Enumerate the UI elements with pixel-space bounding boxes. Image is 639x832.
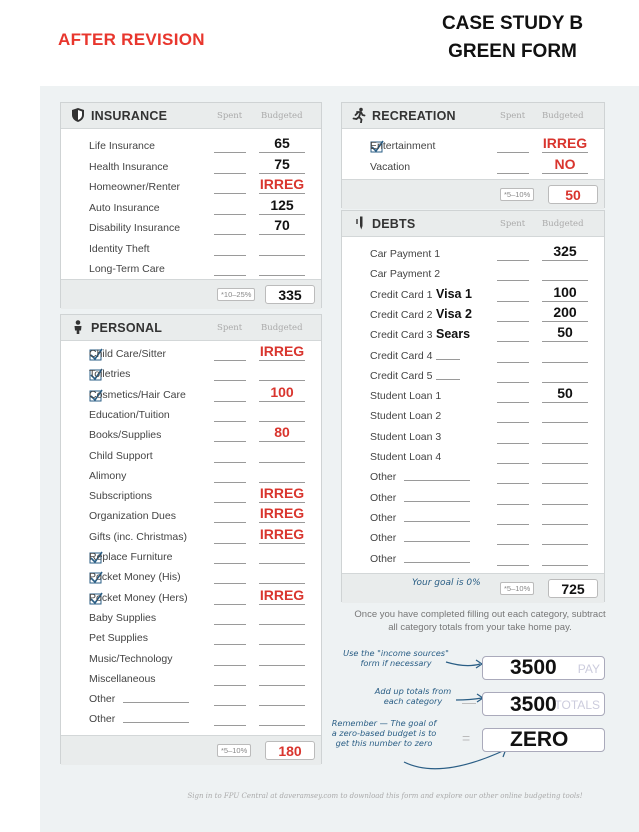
personal-item-label: Pet Supplies bbox=[89, 632, 148, 645]
personal-spent-field[interactable] bbox=[214, 360, 246, 361]
debts-spent-field[interactable] bbox=[497, 443, 529, 444]
personal-budgeted-value: IRREG bbox=[259, 586, 305, 603]
debts-budgeted-value: 50 bbox=[557, 324, 573, 341]
debts-spent-field[interactable] bbox=[497, 504, 529, 505]
personal-row bbox=[61, 345, 321, 365]
debts-budgeted-field[interactable] bbox=[542, 341, 588, 342]
debts-budgeted-field[interactable] bbox=[542, 504, 588, 505]
debts-total: 725 bbox=[561, 581, 585, 597]
debts-spent-field[interactable] bbox=[497, 260, 529, 261]
insurance-percent-guideline: *10–25% bbox=[217, 288, 255, 301]
spent-column-header: Spent bbox=[217, 323, 243, 333]
debts-item-label: Credit Card 5 bbox=[370, 369, 433, 382]
personal-total-band bbox=[61, 735, 321, 765]
insurance-item-label: Long-Term Care bbox=[89, 263, 165, 275]
insurance-item-label: Identity Theft bbox=[89, 242, 150, 255]
personal-spent-field[interactable] bbox=[214, 380, 246, 381]
insurance-budgeted-field[interactable] bbox=[259, 234, 305, 235]
personal-budgeted-field[interactable] bbox=[259, 522, 305, 523]
debts-handwritten-note: Visa 2 bbox=[436, 306, 472, 321]
debts-row bbox=[342, 347, 604, 367]
equals-sign: = bbox=[462, 730, 471, 746]
recreation-percent-guideline: *5–10% bbox=[500, 188, 534, 201]
personal-row bbox=[61, 365, 321, 385]
personal-budgeted-field[interactable] bbox=[259, 563, 305, 564]
debts-item-label: Student Loan 1 bbox=[370, 390, 442, 403]
debts-budgeted-field[interactable] bbox=[542, 280, 588, 281]
insurance-spent-field[interactable] bbox=[214, 152, 246, 153]
insurance-spent-field[interactable] bbox=[214, 193, 246, 194]
recreation-header bbox=[342, 103, 604, 129]
personal-spent-field[interactable] bbox=[214, 624, 246, 625]
insurance-row bbox=[61, 196, 321, 219]
debts-item-label: Credit Card 3 bbox=[370, 329, 433, 342]
debts-budgeted-field[interactable] bbox=[542, 260, 588, 261]
zero-based-note: Remember — The goal of a zero-based budget is to get this number to zero bbox=[331, 718, 437, 748]
insurance-spent-field[interactable] bbox=[214, 255, 246, 256]
personal-item-label: Music/Technology bbox=[89, 652, 173, 665]
personal-budgeted-field[interactable] bbox=[259, 685, 305, 686]
debts-spent-field[interactable] bbox=[497, 301, 529, 302]
personal-budgeted-field[interactable] bbox=[259, 624, 305, 625]
personal-spent-field[interactable] bbox=[214, 604, 246, 605]
insurance-budgeted-field[interactable] bbox=[259, 193, 305, 194]
debts-budgeted-field[interactable] bbox=[542, 443, 588, 444]
insurance-budgeted-field[interactable] bbox=[259, 255, 305, 256]
personal-item-label: Cosmetics/Hair Care bbox=[89, 388, 186, 401]
debts-budgeted-value: 325 bbox=[553, 243, 577, 259]
remaining-value: ZERO bbox=[510, 728, 569, 751]
minus-sign: — bbox=[462, 694, 476, 710]
debts-blank-line[interactable] bbox=[404, 512, 470, 522]
recreation-total-band bbox=[342, 179, 604, 209]
insurance-spent-field[interactable] bbox=[214, 275, 246, 276]
insurance-budgeted-field[interactable] bbox=[259, 173, 305, 174]
person-icon bbox=[70, 319, 86, 335]
insurance-row bbox=[61, 240, 321, 260]
debts-header bbox=[342, 211, 604, 237]
personal-row bbox=[61, 650, 321, 670]
personal-row bbox=[61, 609, 321, 629]
recreation-budgeted-field[interactable] bbox=[542, 152, 588, 153]
recreation-budgeted-value: NO bbox=[554, 155, 576, 172]
personal-row bbox=[61, 690, 321, 710]
debts-budgeted-field[interactable] bbox=[542, 422, 588, 423]
personal-item-label: Organization Dues bbox=[89, 510, 176, 523]
insurance-budgeted-field[interactable] bbox=[259, 275, 305, 276]
spent-column-header: Spent bbox=[217, 111, 243, 121]
insurance-row bbox=[61, 219, 321, 239]
debts-spent-field[interactable] bbox=[497, 463, 529, 464]
debts-row bbox=[342, 367, 604, 387]
insurance-budgeted-field[interactable] bbox=[259, 152, 305, 153]
debts-spent-field[interactable] bbox=[497, 321, 529, 322]
insurance-row bbox=[61, 155, 321, 178]
personal-row bbox=[61, 507, 321, 527]
budgeted-column-header: Budgeted bbox=[261, 111, 303, 121]
spent-column-header: Spent bbox=[500, 111, 526, 121]
debts-item-label: Credit Card 2 bbox=[370, 308, 433, 321]
personal-budgeted-field[interactable] bbox=[259, 705, 305, 706]
personal-spent-field[interactable] bbox=[214, 421, 246, 422]
debts-item-label: Car Payment 2 bbox=[370, 268, 441, 281]
debts-row bbox=[342, 489, 604, 509]
debts-budgeted-field[interactable] bbox=[542, 565, 588, 566]
personal-row bbox=[61, 447, 321, 467]
personal-item-label: Other bbox=[89, 693, 116, 706]
personal-budgeted-field[interactable] bbox=[259, 380, 305, 381]
personal-header bbox=[61, 315, 321, 341]
recreation-spent-field[interactable] bbox=[497, 173, 529, 174]
personal-item-label: Alimony bbox=[89, 469, 127, 482]
personal-row bbox=[61, 568, 321, 588]
personal-budgeted-field[interactable] bbox=[259, 583, 305, 584]
debts-percent-guideline: *5–10% bbox=[500, 582, 534, 595]
personal-spent-field[interactable] bbox=[214, 543, 246, 544]
personal-budgeted-field[interactable] bbox=[259, 401, 305, 402]
personal-budgeted-field[interactable] bbox=[259, 665, 305, 666]
insurance-total: 335 bbox=[278, 287, 302, 303]
debts-budgeted-field[interactable] bbox=[542, 321, 588, 322]
personal-spent-field[interactable] bbox=[214, 563, 246, 564]
insurance-row bbox=[61, 178, 321, 198]
debts-spent-field[interactable] bbox=[497, 483, 529, 484]
personal-total: 180 bbox=[278, 743, 302, 759]
personal-blank-line[interactable] bbox=[123, 693, 189, 703]
personal-panel bbox=[60, 314, 322, 764]
insurance-spent-field[interactable] bbox=[214, 173, 246, 174]
personal-item-label: Miscellaneous bbox=[89, 672, 156, 685]
debts-row bbox=[342, 387, 604, 407]
budgeted-column-header: Budgeted bbox=[542, 111, 584, 121]
take-home-pay-value: 3500 bbox=[510, 656, 557, 679]
debts-blank-line[interactable] bbox=[404, 532, 470, 542]
debts-row bbox=[342, 283, 604, 306]
runner-icon bbox=[351, 107, 367, 123]
debts-spent-field[interactable] bbox=[497, 422, 529, 423]
recreation-spent-field[interactable] bbox=[497, 152, 529, 153]
debts-budgeted-value: 200 bbox=[553, 303, 577, 320]
personal-row bbox=[61, 487, 321, 507]
personal-spent-field[interactable] bbox=[214, 502, 246, 503]
personal-budgeted-value: IRREG bbox=[259, 485, 305, 502]
personal-row bbox=[61, 525, 321, 548]
debts-item-label: Other bbox=[370, 471, 397, 484]
insurance-total-band bbox=[61, 279, 321, 309]
personal-spent-field[interactable] bbox=[214, 401, 246, 402]
recreation-budgeted-value: IRREG bbox=[542, 135, 588, 151]
personal-row bbox=[61, 383, 321, 406]
personal-spent-field[interactable] bbox=[214, 644, 246, 645]
recreation-row bbox=[342, 155, 604, 178]
debts-blank-line[interactable] bbox=[404, 492, 470, 502]
personal-budgeted-field[interactable] bbox=[259, 462, 305, 463]
debts-goal-note: Your goal is 0% bbox=[412, 578, 481, 588]
personal-item-label: Subscriptions bbox=[89, 490, 153, 503]
insurance-spent-field[interactable] bbox=[214, 234, 246, 235]
personal-spent-field[interactable] bbox=[214, 725, 246, 726]
debts-item-label: Credit Card 4 bbox=[370, 349, 433, 362]
debts-item-label: Other bbox=[370, 511, 397, 524]
insurance-header bbox=[61, 103, 321, 129]
personal-percent-guideline: *5–10% bbox=[217, 744, 251, 757]
recreation-title: RECREATION bbox=[372, 109, 456, 123]
insurance-budgeted-value: 125 bbox=[270, 196, 294, 213]
personal-spent-field[interactable] bbox=[214, 482, 246, 483]
debts-budgeted-field[interactable] bbox=[542, 463, 588, 464]
insurance-item-label: Health Insurance bbox=[89, 160, 169, 173]
income-sources-note: Use the "income sources" form if necessary bbox=[343, 648, 449, 668]
debts-budgeted-field[interactable] bbox=[542, 382, 588, 383]
debts-row bbox=[342, 303, 604, 326]
personal-item-label: Baby Supplies bbox=[89, 611, 157, 624]
recreation-panel bbox=[341, 102, 605, 208]
personal-item-label: Pocket Money (His) bbox=[89, 571, 181, 584]
debts-item-label: Student Loan 3 bbox=[370, 430, 442, 443]
summary-instruction: Once you have completed filling out each category, subtract all category totals from your take home pay. bbox=[354, 609, 606, 633]
personal-budgeted-field[interactable] bbox=[259, 725, 305, 726]
debts-title: DEBTS bbox=[372, 217, 416, 231]
personal-row bbox=[61, 710, 321, 730]
personal-budgeted-value: IRREG bbox=[259, 505, 305, 522]
debts-item-label: Other bbox=[370, 532, 397, 545]
insurance-item-label: Disability Insurance bbox=[89, 222, 181, 234]
debts-blank-line[interactable] bbox=[436, 350, 460, 360]
debts-row bbox=[342, 326, 604, 346]
debts-panel bbox=[341, 210, 605, 602]
debts-row bbox=[342, 529, 604, 549]
spent-column-header: Spent bbox=[500, 219, 526, 229]
debts-row bbox=[342, 550, 604, 570]
insurance-item-label: Auto Insurance bbox=[89, 201, 160, 214]
debts-spent-field[interactable] bbox=[497, 382, 529, 383]
insurance-budgeted-value: 75 bbox=[274, 155, 290, 172]
personal-budgeted-field[interactable] bbox=[259, 502, 305, 503]
debts-spent-field[interactable] bbox=[497, 565, 529, 566]
debts-budgeted-field[interactable] bbox=[542, 544, 588, 545]
personal-row bbox=[61, 467, 321, 487]
personal-item-label: Child Care/Sitter bbox=[89, 348, 167, 360]
insurance-budgeted-value: 70 bbox=[274, 217, 290, 233]
debts-spent-field[interactable] bbox=[497, 341, 529, 342]
debts-row bbox=[342, 448, 604, 468]
shield-icon bbox=[70, 107, 86, 123]
personal-spent-field[interactable] bbox=[214, 462, 246, 463]
debts-budgeted-field[interactable] bbox=[542, 301, 588, 302]
debts-row bbox=[342, 428, 604, 448]
debts-budgeted-field[interactable] bbox=[542, 483, 588, 484]
personal-budgeted-value: IRREG bbox=[259, 343, 305, 359]
personal-item-label: Books/Supplies bbox=[89, 429, 162, 442]
insurance-row bbox=[61, 260, 321, 280]
personal-spent-field[interactable] bbox=[214, 685, 246, 686]
debts-blank-line[interactable] bbox=[436, 370, 460, 380]
debts-total-band bbox=[342, 573, 604, 603]
debts-spent-field[interactable] bbox=[497, 544, 529, 545]
insurance-row bbox=[61, 137, 321, 157]
personal-spent-field[interactable] bbox=[214, 583, 246, 584]
insurance-item-label: Homeowner/Renter bbox=[89, 181, 181, 193]
personal-row bbox=[61, 406, 321, 426]
insurance-budgeted-value: 65 bbox=[274, 135, 290, 151]
personal-item-label: Pocket Money (Hers) bbox=[89, 591, 188, 604]
personal-budgeted-field[interactable] bbox=[259, 482, 305, 483]
add-totals-note: Add up totals from each category bbox=[374, 686, 452, 706]
personal-spent-field[interactable] bbox=[214, 705, 246, 706]
debts-row bbox=[342, 245, 604, 265]
personal-spent-field[interactable] bbox=[214, 441, 246, 442]
debts-budgeted-field[interactable] bbox=[542, 402, 588, 403]
personal-item-label: Education/Tuition bbox=[89, 408, 170, 421]
personal-item-label: Other bbox=[89, 713, 116, 726]
debts-spent-field[interactable] bbox=[497, 524, 529, 525]
pen-icon bbox=[351, 215, 367, 231]
personal-row bbox=[61, 629, 321, 649]
insurance-spent-field[interactable] bbox=[214, 214, 246, 215]
personal-row bbox=[61, 548, 321, 568]
budgeted-column-header: Budgeted bbox=[542, 219, 584, 229]
insurance-budgeted-field[interactable] bbox=[259, 214, 305, 215]
personal-item-label: Gifts (inc. Christmas) bbox=[89, 530, 188, 543]
personal-spent-field[interactable] bbox=[214, 665, 246, 666]
personal-row bbox=[61, 426, 321, 446]
personal-budgeted-field[interactable] bbox=[259, 604, 305, 605]
personal-budgeted-field[interactable] bbox=[259, 360, 305, 361]
personal-blank-line[interactable] bbox=[123, 713, 189, 723]
debts-spent-field[interactable] bbox=[497, 280, 529, 281]
personal-item-label: Child Support bbox=[89, 449, 153, 462]
case-title-line1: CASE STUDY B bbox=[441, 13, 584, 34]
debts-budgeted-field[interactable] bbox=[542, 362, 588, 363]
debts-item-label: Other bbox=[370, 491, 397, 504]
personal-budgeted-field[interactable] bbox=[259, 421, 305, 422]
debts-row bbox=[342, 468, 604, 488]
personal-row bbox=[61, 586, 321, 609]
personal-row bbox=[61, 670, 321, 690]
insurance-item-label: Life Insurance bbox=[89, 140, 155, 152]
debts-handwritten-note: Visa 1 bbox=[436, 286, 472, 301]
insurance-panel bbox=[60, 102, 322, 308]
debts-spent-field[interactable] bbox=[497, 362, 529, 363]
debts-item-label: Student Loan 2 bbox=[370, 410, 442, 423]
take-home-pay-ghost: PAY bbox=[577, 662, 600, 676]
recreation-row bbox=[342, 137, 604, 157]
case-title bbox=[405, 10, 620, 66]
debts-row bbox=[342, 407, 604, 427]
debts-row bbox=[342, 509, 604, 529]
insurance-budgeted-value: IRREG bbox=[259, 176, 305, 192]
personal-budgeted-field[interactable] bbox=[259, 441, 305, 442]
insurance-title: INSURANCE bbox=[91, 109, 168, 123]
debts-spent-field[interactable] bbox=[497, 402, 529, 403]
debts-budgeted-field[interactable] bbox=[542, 524, 588, 525]
case-title-line2: GREEN FORM bbox=[448, 41, 577, 62]
category-totals-ghost: TOTALS bbox=[554, 698, 600, 712]
debts-item-label: Car Payment 1 bbox=[370, 248, 441, 260]
personal-budgeted-value: 80 bbox=[274, 424, 290, 441]
budgeted-column-header: Budgeted bbox=[261, 323, 303, 333]
debts-item-label: Student Loan 4 bbox=[370, 451, 442, 463]
personal-budgeted-value: IRREG bbox=[259, 525, 305, 542]
personal-budgeted-value: 100 bbox=[270, 383, 294, 400]
footer-note: Sign in to FPU Central at daveramsey.com to download this form and explore our other online budgeting tools! bbox=[187, 792, 583, 800]
debts-budgeted-value: 100 bbox=[553, 283, 577, 300]
personal-budgeted-field[interactable] bbox=[259, 543, 305, 544]
debts-budgeted-value: 50 bbox=[557, 385, 573, 402]
personal-spent-field[interactable] bbox=[214, 522, 246, 523]
category-totals-value: 3500 bbox=[510, 693, 557, 716]
personal-item-label: Toiletries bbox=[89, 368, 131, 381]
debts-handwritten-note: Sears bbox=[436, 327, 471, 342]
recreation-budgeted-field[interactable] bbox=[542, 173, 588, 174]
debts-item-label: Credit Card 1 bbox=[370, 288, 433, 301]
recreation-item-label: Vacation bbox=[370, 160, 411, 173]
after-revision-label: AFTER REVISION bbox=[58, 30, 205, 49]
debts-row bbox=[342, 265, 604, 285]
debts-blank-line[interactable] bbox=[404, 553, 470, 563]
debts-blank-line[interactable] bbox=[404, 471, 470, 481]
personal-budgeted-field[interactable] bbox=[259, 644, 305, 645]
recreation-item-label: Entertainment bbox=[370, 140, 436, 152]
recreation-total: 50 bbox=[565, 187, 581, 203]
personal-title: PERSONAL bbox=[91, 321, 163, 335]
debts-item-label: Other bbox=[370, 552, 397, 565]
personal-item-label: Replace Furniture bbox=[89, 551, 173, 563]
